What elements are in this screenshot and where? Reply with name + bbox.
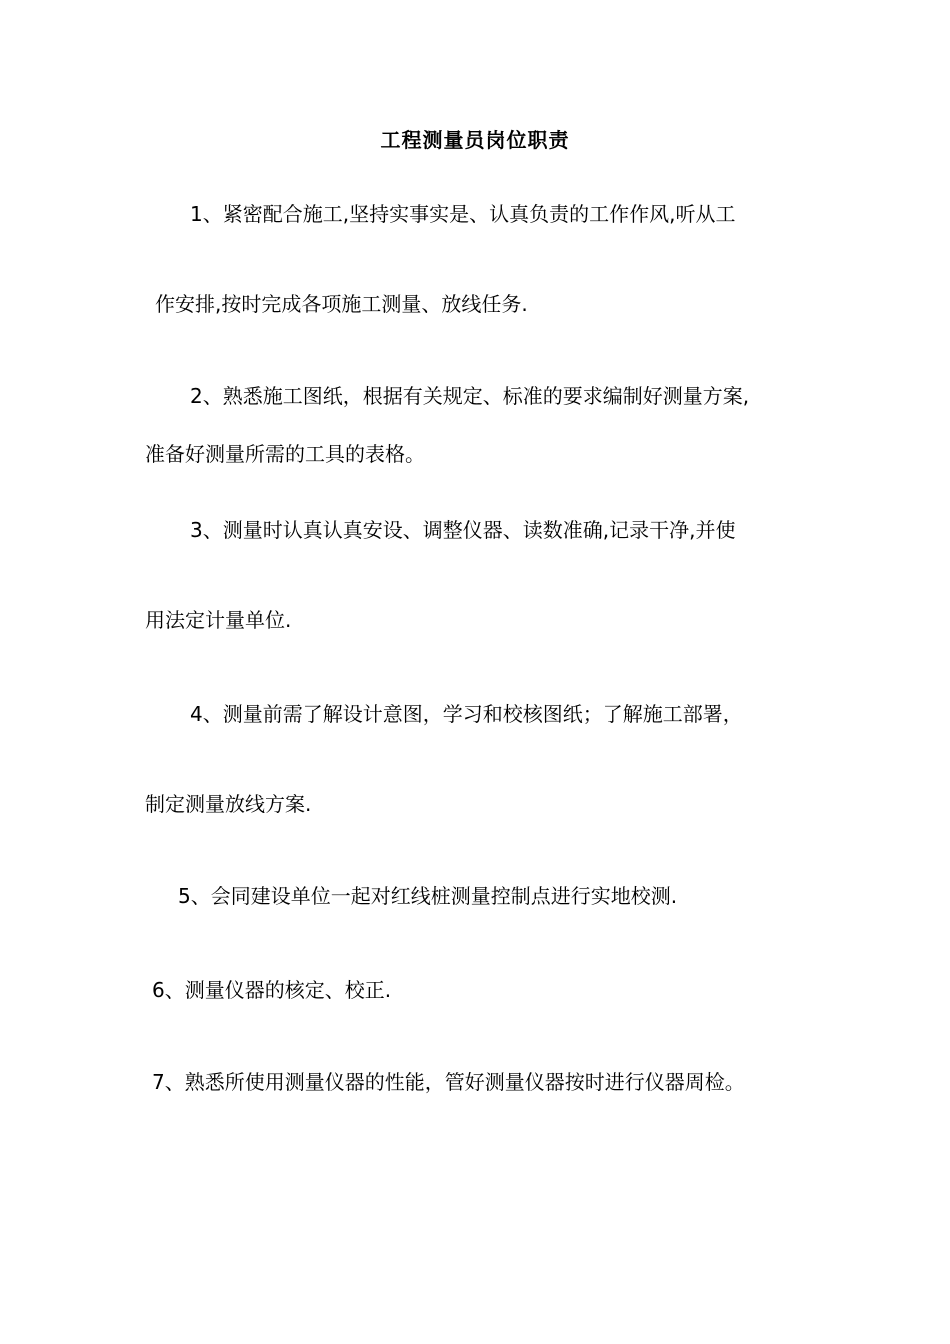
duty-3-line-2: 用法定计量单位. [145, 608, 292, 632]
duty-1-line-1: 1、紧密配合施工,坚持实事实是、认真负责的工作作风,听从工 [190, 202, 736, 226]
duty-5-line: 5、会同建设单位一起对红线桩测量控制点进行实地校测. [178, 884, 678, 908]
duty-4-line-2: 制定测量放线方案. [145, 792, 312, 816]
duty-3-line-1: 3、测量时认真认真安设、调整仪器、读数准确,记录干净,并使 [190, 518, 736, 542]
document-title: 工程测量员岗位职责 [380, 128, 570, 152]
duty-2-line-2: 准备好测量所需的工具的表格。 [145, 442, 425, 466]
duty-1-line-2: 作安排,按时完成各项施工测量、放线任务. [155, 292, 528, 316]
duty-2-line-1: 2、熟悉施工图纸，根据有关规定、标准的要求编制好测量方案, [190, 384, 750, 408]
duty-7-line: 7、熟悉所使用测量仪器的性能，管好测量仪器按时进行仪器周检。 [152, 1070, 745, 1094]
duty-6-line: 6、测量仪器的核定、校正. [152, 978, 392, 1002]
duty-4-line-1: 4、测量前需了解设计意图，学习和校核图纸；了解施工部署， [190, 702, 743, 726]
